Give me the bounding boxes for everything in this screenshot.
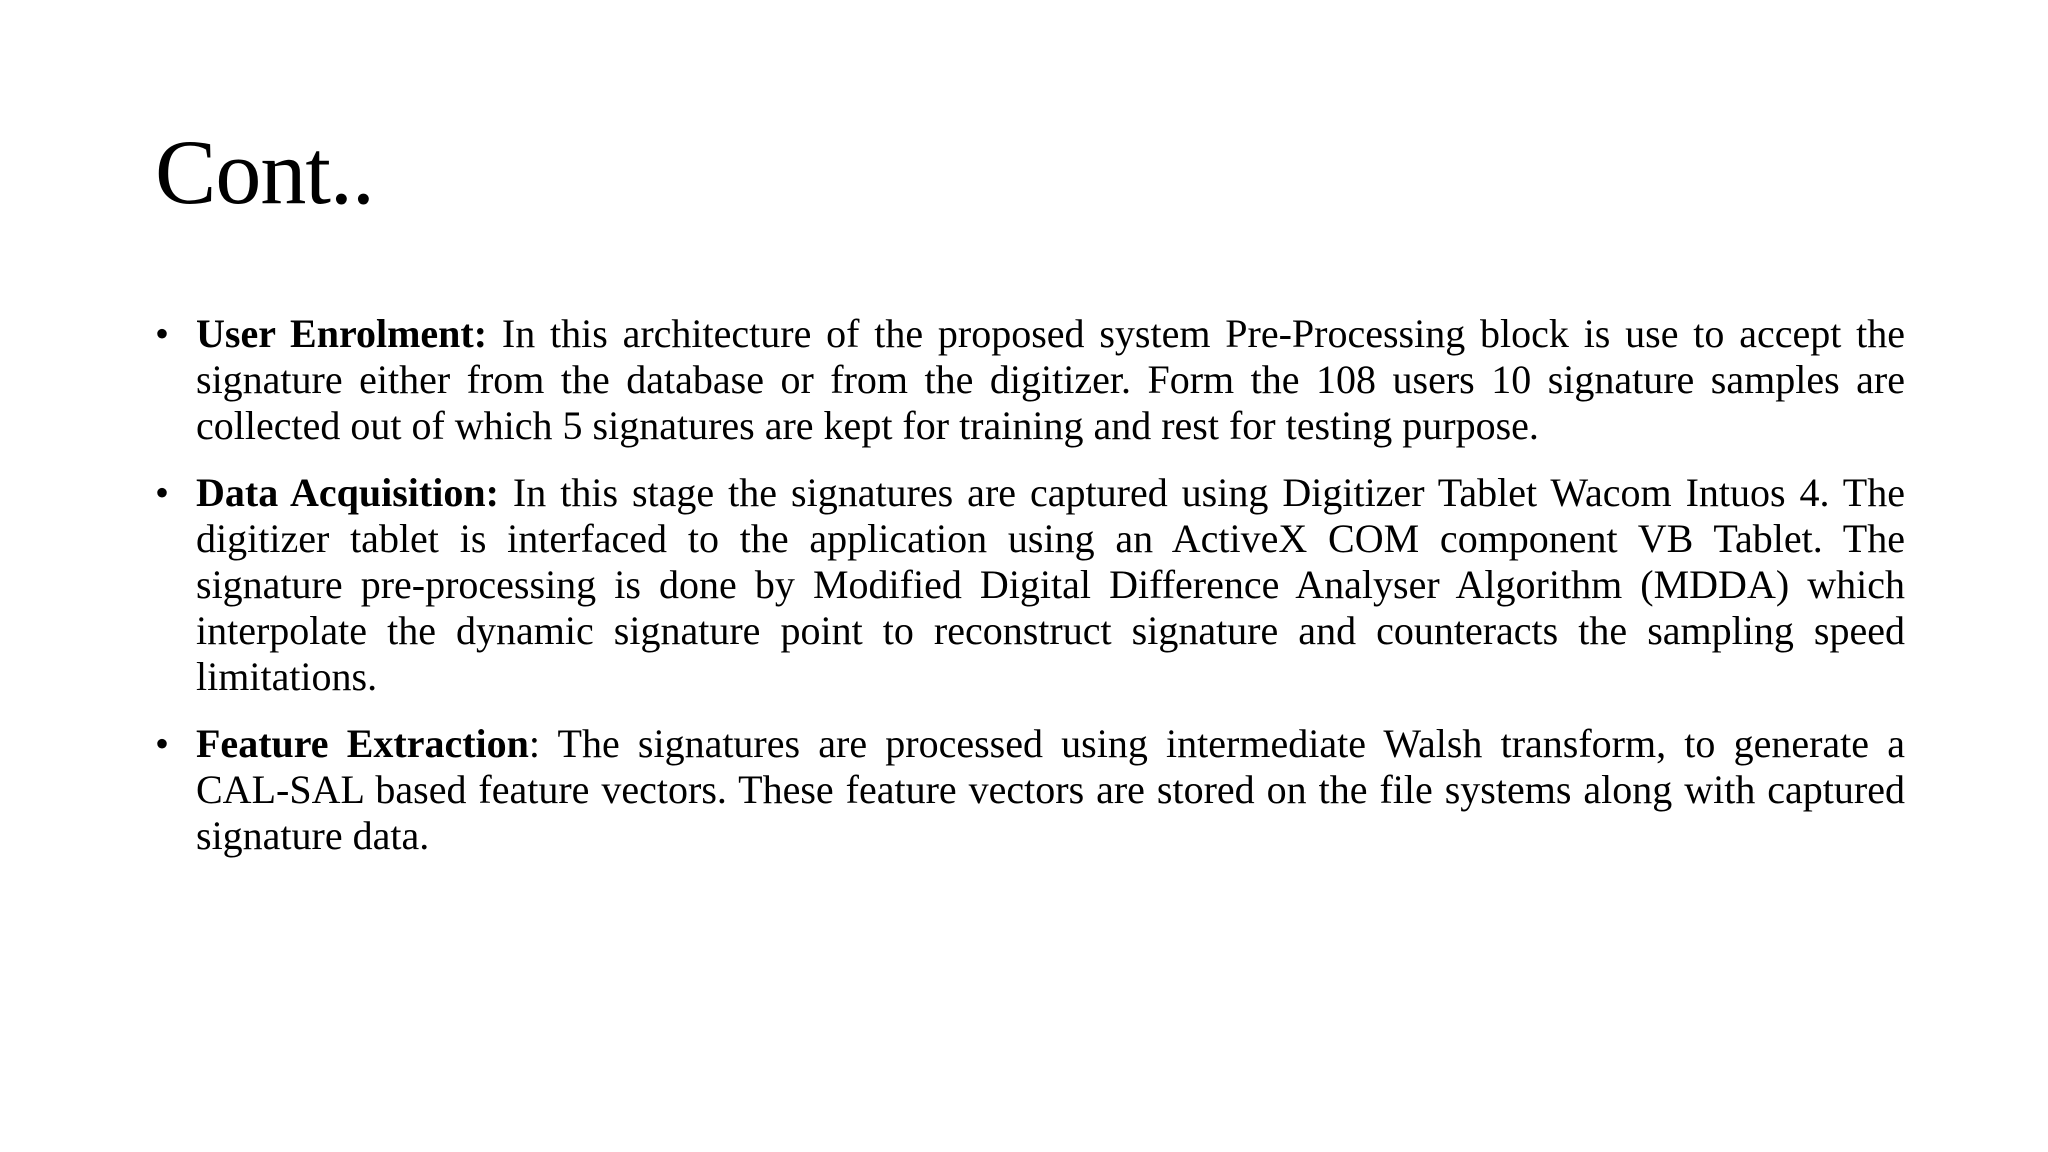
bullet-body: In this architecture of the proposed system Pre-Processing block is use to accept the signature either from the database or from the digitizer. Form the 108 users 10 signature samples are collected out of which 5 signatures are kept for training and rest for testing purpose. (196, 311, 1905, 448)
bullet-dot-icon: • (155, 470, 170, 515)
bullet-body: The signatures are processed using intermediate Walsh transform, to generate a CAL-SAL based feature vectors. These feature vectors are stored on the file systems along with captured signature data. (196, 721, 1905, 858)
slide-title: Cont.. (155, 121, 374, 223)
bullet-data-acquisition (155, 470, 1905, 700)
bullet-list (155, 311, 1905, 880)
bullet-heading: Feature Extraction (196, 721, 529, 766)
bullet-user-enrolment (155, 311, 1905, 449)
bullet-heading: Data Acquisition: (196, 470, 499, 515)
bullet-dot-icon: • (155, 721, 170, 766)
bullet-feature-extraction (155, 721, 1905, 859)
bullet-dot-icon: • (155, 311, 170, 356)
bullet-body: In this stage the signatures are captured using Digitizer Tablet Wacom Intuos 4. The digitizer tablet is interfaced to the application using an ActiveX COM component VB Tablet. The signature pre-processing is done by Modified Digital Difference Analyser Algorithm (MDDA) which interpolate the dynamic signature point to reconstruct signature and counteracts the sampling speed limitations. (196, 470, 1905, 699)
bullet-separator: : (528, 721, 541, 766)
bullet-heading: User Enrolment: (196, 311, 488, 356)
